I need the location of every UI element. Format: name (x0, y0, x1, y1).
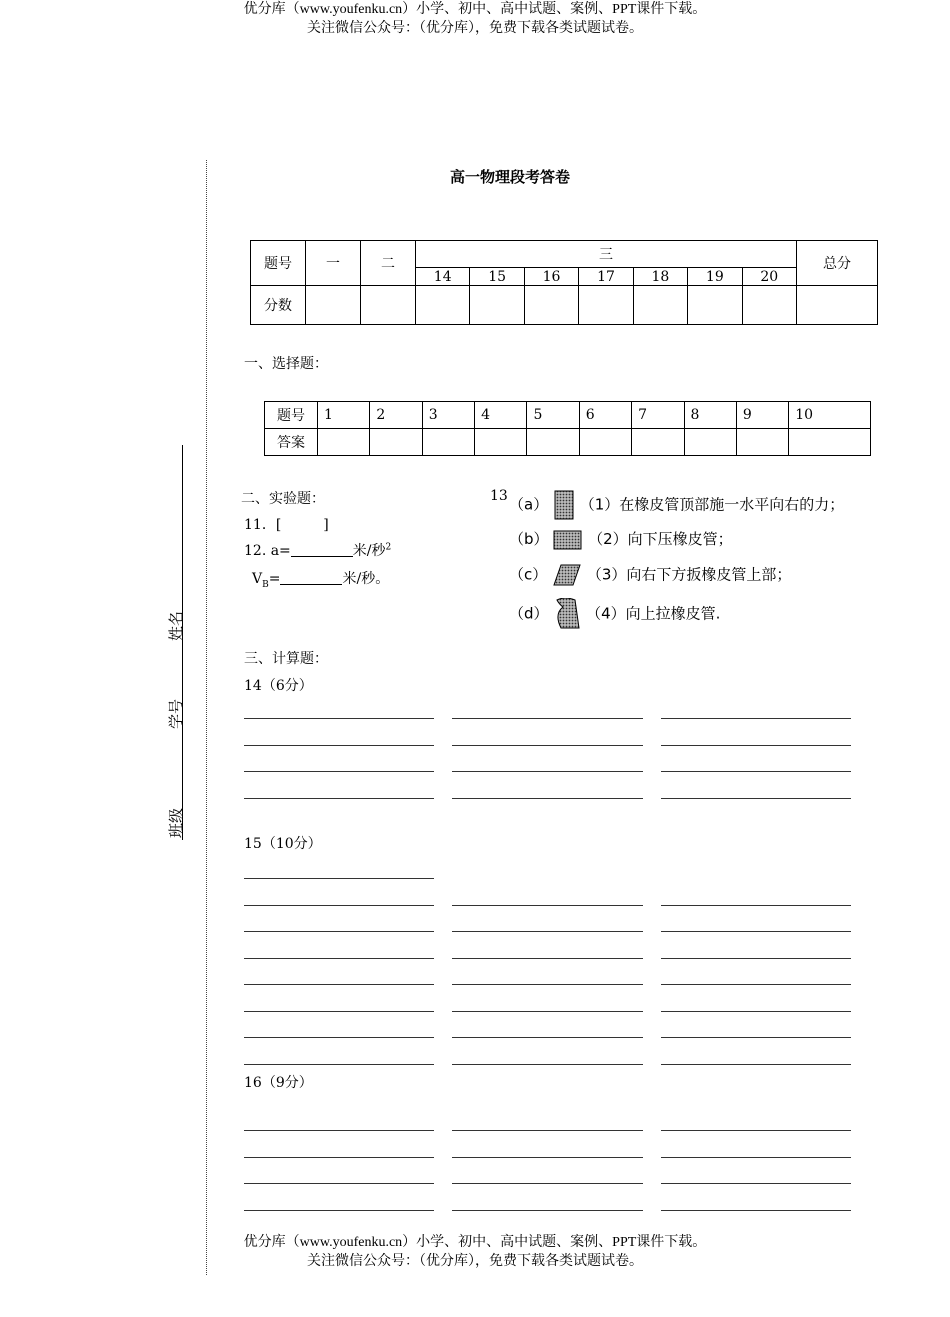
answer-line[interactable] (452, 1064, 643, 1065)
answer-cell[interactable] (632, 429, 684, 456)
q13-item-d-text: （4）向上拉橡皮管. (586, 604, 721, 623)
answer-line[interactable] (244, 905, 434, 906)
page-footer (0, 1233, 950, 1271)
score-cell[interactable] (579, 286, 633, 325)
answer-line[interactable] (244, 1064, 434, 1065)
q13-item-a (509, 490, 844, 520)
answer-cell[interactable] (475, 429, 527, 456)
answer-line[interactable] (661, 718, 851, 719)
answer-cell[interactable] (370, 429, 422, 456)
answer-line[interactable] (244, 878, 434, 879)
answer-line[interactable] (452, 905, 643, 906)
score-sub-18: 18 (633, 268, 687, 286)
score-cell[interactable] (361, 286, 416, 325)
score-cell[interactable] (688, 286, 742, 325)
q13-num: 13 (490, 488, 508, 504)
q13-item-d (509, 598, 720, 630)
answer-line[interactable] (452, 984, 643, 985)
q13-item-b (509, 528, 733, 551)
q12-a-blank[interactable] (291, 556, 353, 557)
answer-line[interactable] (452, 1011, 643, 1012)
answer-line[interactable] (452, 1210, 643, 1211)
score-sub-20: 20 (742, 268, 796, 286)
answer-num-2: 2 (370, 402, 422, 429)
answer-cell[interactable] (527, 429, 579, 456)
section2-title: 二、实验题： (241, 491, 325, 507)
answer-line[interactable] (452, 1157, 643, 1158)
q12-v-blank[interactable] (280, 584, 342, 585)
answer-line[interactable] (661, 1183, 851, 1184)
score-cell[interactable] (524, 286, 578, 325)
answer-line[interactable] (244, 1037, 434, 1038)
answer-line[interactable] (452, 1037, 643, 1038)
answer-line[interactable] (661, 1037, 851, 1038)
answer-num-7: 7 (632, 402, 684, 429)
q12-v (252, 568, 389, 590)
q13-item-a-text: （1）在橡皮管顶部施一水平向右的力； (579, 495, 845, 514)
answer-line[interactable] (452, 718, 643, 719)
answer-line[interactable] (661, 1210, 851, 1211)
answer-line[interactable] (244, 1210, 434, 1211)
section3-title: 三、计算题： (244, 651, 328, 667)
q16-label: 16（9分） (244, 1075, 313, 1091)
answer-line[interactable] (452, 931, 643, 932)
answer-line[interactable] (244, 745, 434, 746)
q11: 11．[ ] (244, 517, 329, 533)
answer-line[interactable] (244, 1130, 434, 1131)
answer-line[interactable] (452, 1130, 643, 1131)
answer-num-4: 4 (475, 402, 527, 429)
answer-table-label-num: 题号 (265, 402, 318, 429)
score-table (250, 240, 878, 325)
score-sub-15: 15 (470, 268, 524, 286)
page-header (0, 0, 950, 38)
answer-cell[interactable] (789, 429, 871, 456)
q12-v-sub: B (262, 579, 269, 590)
q13-item-a-label: （a） (509, 495, 549, 514)
q13-item-c-text: （3）向右下方扳橡皮管上部； (586, 565, 792, 584)
answer-line[interactable] (244, 771, 434, 772)
footer-line1: 优分库（www.youfenku.cn）小学、初中、高中试题、案例、PPT课件下载。 (243, 1235, 707, 1250)
score-table-col1: 一 (306, 241, 361, 286)
answer-line[interactable] (661, 798, 851, 799)
answer-line[interactable] (244, 984, 434, 985)
score-table-label-score: 分数 (251, 286, 306, 325)
answer-cell[interactable] (736, 429, 788, 456)
answer-line[interactable] (661, 1157, 851, 1158)
score-cell[interactable] (416, 286, 470, 325)
sidebar-underline (182, 445, 183, 840)
q12-v-eq: = (268, 571, 281, 587)
score-sub-14: 14 (416, 268, 470, 286)
q12-a-prefix: 12. a= (244, 543, 291, 559)
answer-line[interactable] (244, 958, 434, 959)
answer-line[interactable] (244, 1011, 434, 1012)
q13-item-b-text: （2）向下压橡皮管； (588, 530, 733, 548)
q14-label: 14（6分） (244, 678, 313, 694)
score-cell[interactable] (633, 286, 687, 325)
answer-num-10: 10 (789, 402, 871, 429)
q12-v-unit: 米/秒。 (342, 571, 390, 587)
answer-line[interactable] (452, 798, 643, 799)
answer-line[interactable] (244, 798, 434, 799)
score-table-col3: 三 (416, 241, 797, 268)
q13-item-c-label: （c） (509, 565, 548, 584)
footer-line2: 关注微信公众号：（优分库），免费下载各类试题试卷。 (307, 1254, 643, 1269)
answer-line[interactable] (244, 1183, 434, 1184)
q13-item-c (509, 563, 791, 587)
sidebar-id-label: 学号 (167, 698, 185, 729)
answer-line[interactable] (452, 771, 643, 772)
answer-line[interactable] (452, 745, 643, 746)
q12-a (244, 540, 391, 560)
score-table-col2: 二 (361, 241, 416, 286)
score-sub-19: 19 (688, 268, 742, 286)
score-table-total: 总分 (797, 241, 878, 286)
answer-table (264, 401, 871, 456)
answer-num-3: 3 (422, 402, 474, 429)
answer-line[interactable] (452, 1183, 643, 1184)
answer-num-1: 1 (318, 402, 370, 429)
answer-line[interactable] (452, 958, 643, 959)
answer-line[interactable] (244, 1157, 434, 1158)
answer-table-label-ans: 答案 (265, 429, 318, 456)
answer-num-5: 5 (527, 402, 579, 429)
tube-d-icon (553, 598, 581, 630)
score-cell[interactable] (797, 286, 878, 325)
tube-c-icon (552, 563, 582, 587)
q12-v-prefix: V (252, 571, 263, 587)
answer-line[interactable] (661, 958, 851, 959)
tube-b-icon (553, 529, 583, 551)
section1-title: 一、选择题： (244, 356, 328, 372)
answer-line[interactable] (244, 931, 434, 932)
header-line2: 关注微信公众号：（优分库），免费下载各类试题试卷。 (307, 21, 643, 36)
header-line1: 优分库（www.youfenku.cn）小学、初中、高中试题、案例、PPT课件下载。 (243, 2, 707, 17)
answer-cell[interactable] (684, 429, 736, 456)
score-sub-16: 16 (524, 268, 578, 286)
score-sub-17: 17 (579, 268, 633, 286)
answer-line[interactable] (661, 1064, 851, 1065)
sidebar-name-label: 姓名 (167, 610, 185, 641)
answer-line[interactable] (661, 771, 851, 772)
score-table-label-num: 题号 (251, 241, 306, 286)
answer-num-8: 8 (684, 402, 736, 429)
tube-a-icon (553, 490, 575, 520)
score-cell[interactable] (742, 286, 796, 325)
answer-cell[interactable] (318, 429, 370, 456)
answer-line[interactable] (661, 931, 851, 932)
q12-a-exp: 2 (385, 542, 392, 553)
score-cell[interactable] (306, 286, 361, 325)
q13-item-b-label: （b） (509, 530, 549, 548)
answer-line[interactable] (661, 905, 851, 906)
q12-a-unit: 米/秒 (352, 543, 386, 559)
answer-line[interactable] (244, 718, 434, 719)
answer-line[interactable] (661, 745, 851, 746)
answer-line[interactable] (661, 1011, 851, 1012)
q15-label: 15（10分） (244, 836, 322, 852)
answer-cell[interactable] (579, 429, 631, 456)
sidebar-class-label: 班级 (167, 807, 185, 838)
answer-cell[interactable] (422, 429, 474, 456)
answer-num-6: 6 (579, 402, 631, 429)
q13-item-d-label: （d） (509, 604, 549, 623)
binding-line (206, 160, 207, 1275)
answer-line[interactable] (661, 984, 851, 985)
score-cell[interactable] (470, 286, 524, 325)
answer-num-9: 9 (736, 402, 788, 429)
page-title: 高一物理段考答卷 (449, 168, 570, 186)
answer-line[interactable] (661, 1130, 851, 1131)
